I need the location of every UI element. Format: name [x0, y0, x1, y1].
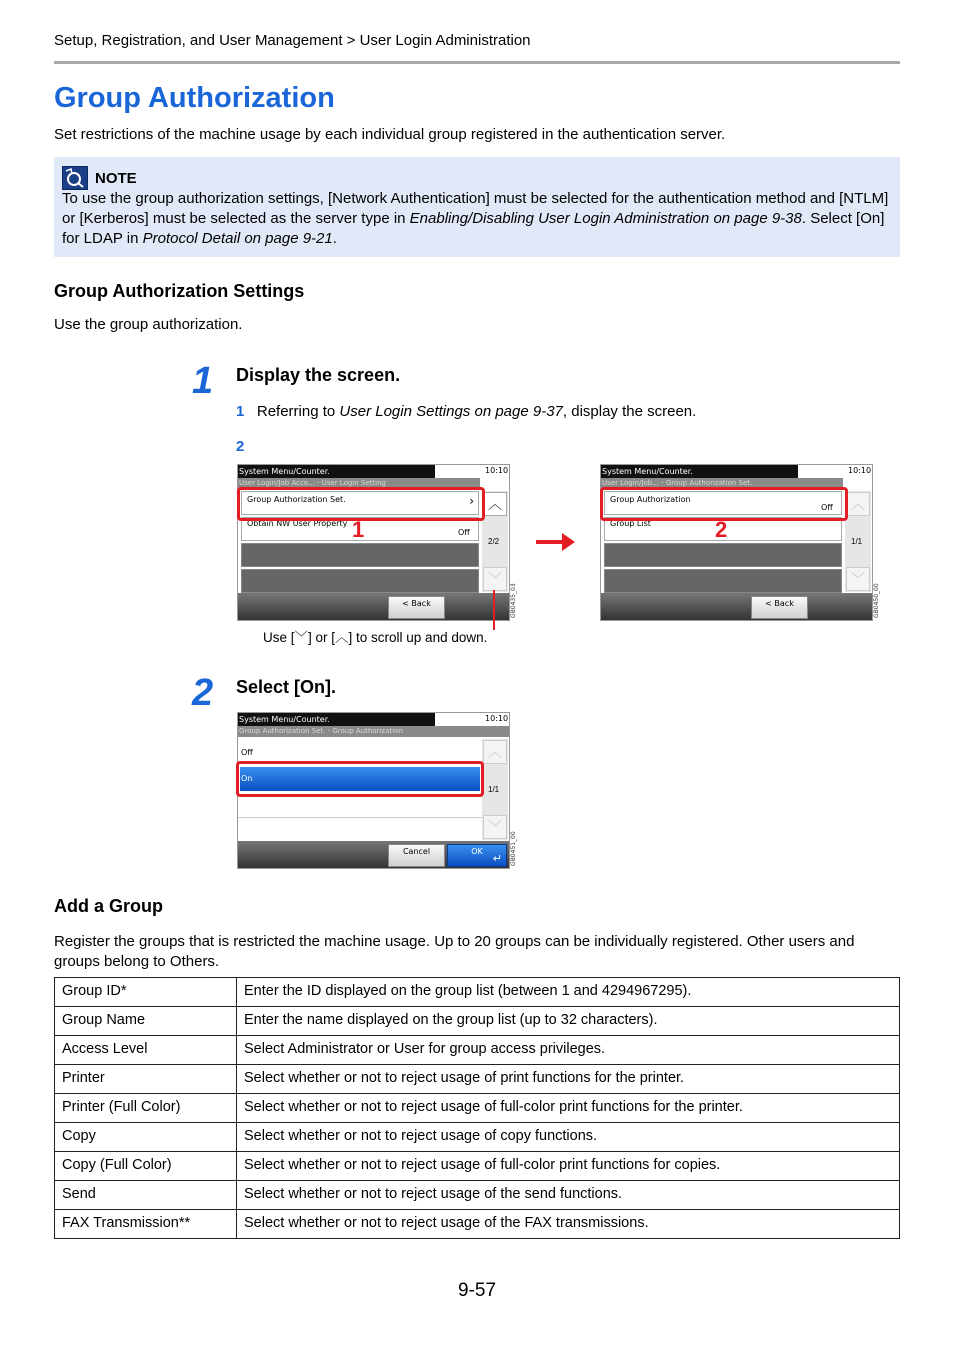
- divider: [238, 817, 482, 818]
- table-row: [55, 978, 900, 1007]
- table-row: [55, 1210, 900, 1239]
- setting-name: Printer (Full Color): [55, 1094, 237, 1123]
- setting-name: Group Name: [55, 1007, 237, 1036]
- setting-description: Select whether or not to reject usage of the FAX transmissions.: [237, 1210, 900, 1239]
- table-row: [55, 1094, 900, 1123]
- group-authorization-item[interactable]: Group Authorization Off: [604, 491, 842, 515]
- table-row: [55, 1123, 900, 1152]
- setting-name: Printer: [55, 1065, 237, 1094]
- screen-time: 10:10: [485, 714, 509, 723]
- breadcrumb: Setup, Registration, and User Management > User Login Administration: [54, 32, 531, 49]
- step-1-sub-1: 1 Referring to User Login Settings on page 9-37, display the screen.: [236, 403, 697, 420]
- step-2-title: Select [On].: [236, 677, 337, 697]
- group-list-item[interactable]: Group List: [604, 517, 842, 541]
- screen-breadcrumb: Group Authorization Set. - Group Authorization: [238, 726, 510, 737]
- scroll-panel: [482, 491, 508, 592]
- setting-name: Copy: [55, 1123, 237, 1152]
- note-text: To use the group authorization settings, [Network Authentication] must be selected for the authentication method and [NTLM] or [Kerberos] must be selected as the server type in Enabling/Disabling User Login Administration on page 9-38. Select [On] for LDAP in Protocol Detail on page 9-21.: [62, 190, 889, 247]
- cancel-button[interactable]: Cancel: [388, 844, 445, 867]
- scroll-down-button[interactable]: ﹀: [846, 567, 870, 591]
- setting-name: FAX Transmission**: [55, 1210, 237, 1239]
- setting-name: Access Level: [55, 1036, 237, 1065]
- setting-description: Enter the name displayed on the group list (up to 32 characters).: [237, 1007, 900, 1036]
- page-title: Group Authorization: [54, 82, 335, 114]
- ok-button[interactable]: OK ↵: [447, 844, 507, 867]
- page-indicator: 2/2: [488, 537, 500, 546]
- setting-description: Enter the ID displayed on the group list (between 1 and 4294967295).: [237, 978, 900, 1007]
- step-1-title: Display the screen.: [236, 365, 401, 385]
- callout-number: 1: [352, 517, 365, 542]
- scroll-down-button[interactable]: ﹀: [483, 567, 507, 591]
- setting-description: Select whether or not to reject usage of copy functions.: [237, 1123, 900, 1152]
- chevron-up-icon: ︿: [335, 630, 349, 645]
- setting-description: Select whether or not to reject usage of the send functions.: [237, 1181, 900, 1210]
- option-off[interactable]: Off: [240, 741, 480, 764]
- screen-title-bar: System Menu/Counter.: [601, 465, 798, 478]
- group-settings-table: [54, 977, 900, 1239]
- intro-text: Set restrictions of the machine usage by each individual group registered in the authentication server.: [54, 126, 726, 143]
- option-on[interactable]: On: [240, 767, 480, 791]
- page-indicator: 1/1: [851, 537, 863, 546]
- setting-name: Group ID*: [55, 978, 237, 1007]
- table-row: [55, 1152, 900, 1181]
- callout-line: [493, 590, 495, 630]
- scroll-down-button[interactable]: ﹀: [483, 815, 507, 839]
- highlight-frame: [600, 487, 848, 521]
- screen-title-bar: System Menu/Counter.: [238, 465, 435, 478]
- screen-time: 10:10: [485, 466, 509, 475]
- screen-code: GB0435_03: [510, 583, 517, 618]
- chevron-right-icon: ›: [469, 494, 474, 508]
- scroll-up-button[interactable]: ︿: [483, 740, 507, 764]
- back-button[interactable]: < Back: [751, 596, 808, 619]
- screen-code: GB0451_00: [510, 831, 517, 866]
- step-1-number: 1: [192, 360, 214, 402]
- settings-heading: Group Authorization Settings: [54, 281, 305, 301]
- table-row: [55, 1065, 900, 1094]
- step-1-sub-2-number: 2: [236, 438, 245, 455]
- screen-breadcrumb: User Login/Job Acco... - User Login Setting: [238, 478, 480, 489]
- screen-time: 10:10: [848, 466, 872, 475]
- arrow-right-icon: [536, 532, 576, 557]
- highlight-frame: [237, 487, 485, 521]
- table-row: [55, 1181, 900, 1210]
- page-indicator: 1/1: [488, 785, 500, 794]
- callout-number: 2: [715, 517, 728, 542]
- screen-bottom-bar: [238, 593, 509, 620]
- setting-description: Select Administrator or User for group access privileges.: [237, 1036, 900, 1065]
- setting-description: Select whether or not to reject usage of print functions for the printer.: [237, 1065, 900, 1094]
- scroll-up-button[interactable]: ︿: [846, 492, 870, 516]
- header-rule: [54, 61, 900, 64]
- scroll-caption: Use [﹀] or [︿] to scroll up and down.: [263, 630, 488, 645]
- setting-name: Copy (Full Color): [55, 1152, 237, 1181]
- setting-description: Select whether or not to reject usage of full-color print functions for the printer.: [237, 1094, 900, 1123]
- screen-breadcrumb: User Login/Job... - Group Authorization Set.: [601, 478, 843, 489]
- note-label: NOTE: [95, 170, 137, 187]
- scroll-up-button[interactable]: ︿: [483, 492, 507, 516]
- enter-icon: ↵: [492, 852, 502, 865]
- table-row: [55, 1036, 900, 1065]
- empty-row: [241, 543, 479, 567]
- page-number: 9-57: [458, 1280, 497, 1301]
- chevron-down-icon: ﹀: [294, 630, 309, 645]
- table-row: [55, 1007, 900, 1036]
- screen-bottom-bar: [601, 593, 872, 620]
- screen-code: GB0450_00: [873, 583, 880, 618]
- highlight-frame: [236, 761, 484, 797]
- add-group-desc: Register the groups that is restricted the machine usage. Up to 20 groups can be individually registered. Other users and groups belong to Others.: [54, 933, 855, 970]
- empty-row: [604, 569, 842, 593]
- obtain-nw-user-property-item[interactable]: Obtain NW User Property Off: [241, 517, 479, 541]
- setting-name: Send: [55, 1181, 237, 1210]
- empty-row: [241, 569, 479, 593]
- scroll-panel: [482, 739, 508, 840]
- setting-description: Select whether or not to reject usage of full-color print functions for copies.: [237, 1152, 900, 1181]
- back-button[interactable]: < Back: [388, 596, 445, 619]
- group-authorization-set-item[interactable]: Group Authorization Set. ›: [241, 491, 479, 515]
- step-2-number: 2: [192, 672, 214, 714]
- screen-title-bar: System Menu/Counter.: [238, 713, 435, 726]
- note-icon: [62, 166, 88, 190]
- add-group-heading: Add a Group: [54, 896, 163, 916]
- scroll-panel: [845, 491, 871, 592]
- empty-row: [604, 543, 842, 567]
- settings-desc: Use the group authorization.: [54, 316, 243, 333]
